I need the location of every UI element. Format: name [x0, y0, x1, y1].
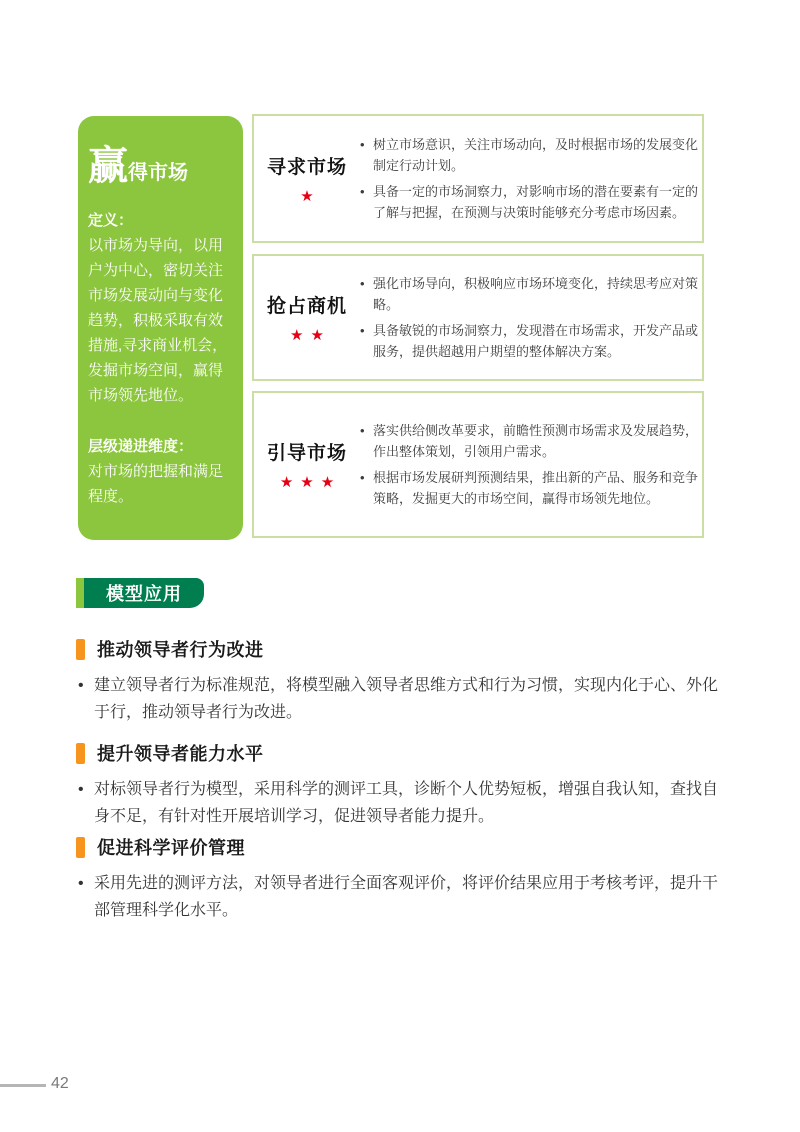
bullet-dot-icon: • [360, 184, 365, 199]
list-item [360, 467, 700, 509]
definition-label: 定义： [88, 212, 134, 229]
bullet-dot-icon: • [78, 875, 84, 892]
level-bullet-list [360, 268, 700, 367]
definition-text: 以市场为导向，以用户为中心，密切关注市场发展动向与变化趋势，积极采取有效措施,寻求商业机会，发掘市场空间，赢得市场领先地位。 [88, 237, 228, 404]
bullet-text: 建立领导者行为标准规范，将模型融入领导者思维方式和行为习惯，实现内化于心、外化于行，推动领导者行为改进。 [94, 677, 719, 721]
list-item [76, 870, 726, 924]
level-boxes [252, 114, 704, 538]
level-title: 引导市场 [266, 443, 347, 464]
bullet-text: 根据市场发展研判预测结果，推出新的产品、服务和竞争策略，发掘更大的市场空间，赢得市场领先地位。 [373, 470, 699, 506]
orange-bar-icon [76, 639, 85, 660]
app-section-evaluation [76, 834, 726, 924]
bullet-text: 落实供给侧改革要求，前瞻性预测市场需求及发展趋势，作出整体策划，引领用户需求。 [373, 423, 699, 459]
section-heading [76, 636, 726, 662]
orange-bar-icon [76, 743, 85, 764]
bullet-text: 具备敏锐的市场洞察力，发现潜在市场需求，开发产品或服务，提供超越用户期望的整体解决方案。 [373, 323, 699, 359]
level-box-seek-market [252, 114, 704, 243]
bullet-text: 对标领导者行为模型，采用科学的测评工具，诊断个人优势短板，增强自我认知，查找自身不足，有针对性开展培训学习，促进领导者能力提升。 [94, 781, 719, 825]
list-item [360, 134, 700, 176]
star-rating-icon: ★ [300, 188, 321, 205]
bullet-dot-icon: • [78, 677, 84, 694]
list-item [76, 672, 726, 726]
bullet-text: 树立市场意识，关注市场动向，及时根据市场的发展变化制定行动计划。 [373, 137, 699, 173]
page-number: 42 [51, 1075, 69, 1092]
list-item [360, 181, 700, 223]
badge-accent-strip [76, 578, 84, 608]
level-box-lead-market [252, 391, 704, 538]
orange-bar-icon [76, 837, 85, 858]
card-title-rest: 得市场 [128, 162, 188, 184]
star-rating-icon: ★★★ [279, 474, 342, 491]
section-badge [76, 578, 204, 608]
bullet-dot-icon: • [360, 323, 365, 338]
list-item [360, 273, 700, 315]
section-heading-text: 推动领导者行为改进 [97, 640, 264, 660]
dimension-label: 层级递进维度： [88, 438, 194, 455]
star-rating-icon: ★★ [290, 327, 331, 344]
bullet-dot-icon: • [360, 137, 365, 152]
bullet-dot-icon: • [360, 423, 365, 438]
bullet-text: 具备一定的市场洞察力，对影响市场的潜在要素有一定的了解与把握，在预测与决策时能够充分考虑市场因素。 [373, 184, 699, 220]
bullet-dot-icon: • [78, 781, 84, 798]
badge-label: 模型应用 [84, 578, 204, 608]
list-item [360, 420, 700, 462]
section-heading-text: 提升领导者能力水平 [97, 744, 264, 764]
footer-rule [0, 1084, 46, 1087]
bullet-text: 强化市场导向，积极响应市场环境变化，持续思考应对策略。 [373, 276, 699, 312]
section-heading [76, 834, 726, 860]
level-header [254, 438, 360, 491]
dimension-text: 对市场的把握和满足程度。 [88, 463, 224, 505]
definition-card [78, 116, 243, 540]
level-title: 抢占商机 [266, 296, 347, 317]
level-header [254, 152, 360, 205]
bullet-dot-icon: • [360, 276, 365, 291]
list-item [76, 776, 726, 830]
app-section-capability [76, 740, 726, 830]
app-section-behavior [76, 636, 726, 726]
section-heading-text: 促进科学评价管理 [97, 838, 245, 858]
level-bullet-list [360, 415, 700, 514]
level-bullet-list [360, 129, 700, 228]
card-title-big-char: 赢 [88, 144, 128, 188]
level-title: 寻求市场 [266, 157, 347, 178]
list-item [360, 320, 700, 362]
level-box-seize-opportunity [252, 254, 704, 381]
level-header [254, 291, 360, 344]
section-heading [76, 740, 726, 766]
bullet-dot-icon: • [360, 470, 365, 485]
card-title [88, 146, 233, 186]
bullet-text: 采用先进的测评方法，对领导者进行全面客观评价，将评价结果应用于考核考评，提升干部管理科学化水平。 [94, 875, 719, 919]
